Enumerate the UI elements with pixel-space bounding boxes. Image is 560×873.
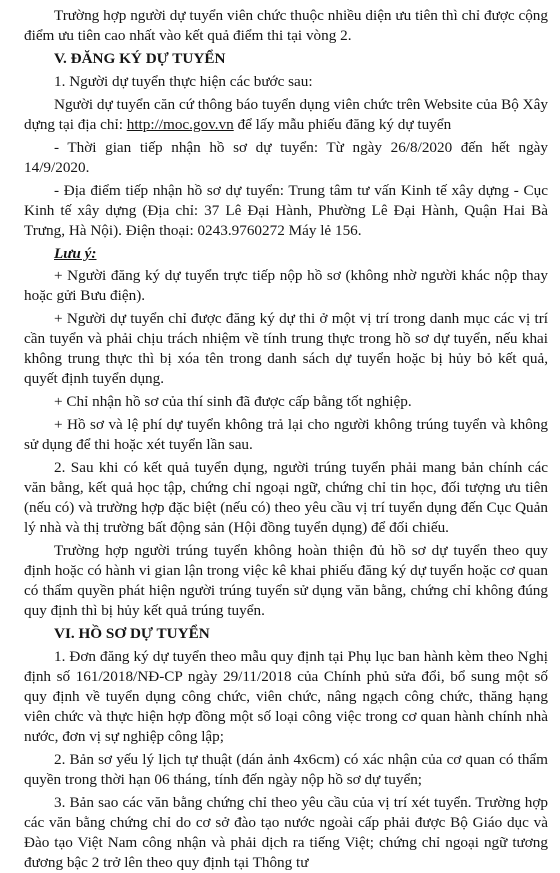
section-v-item-1: 1. Người dự tuyển thực hiện các bước sau:	[54, 73, 313, 90]
note-item-1: + Người đăng ký dự tuyển trực tiếp nộp hồ sơ (không nhờ người khác nộp thay hoặc gửi Bưu điện).	[24, 267, 548, 304]
section-vi-item-1: 1. Đơn đăng ký dự tuyển theo mẫu quy định tại Phụ lục ban hành kèm theo Nghị định số 161/2018/NĐ-CP ngày 29/11/2018 của Chính phủ sửa đổi, bổ sung một số quy định về tuyển dụng công chức, viên chức, nâng ngạch công chức, thăng hạng viên chức và thực hiện hợp đồng một số loại công việc trong cơ quan hành chính nhà nước, đơn vị sự nghiệp công lập;	[24, 648, 548, 745]
section-vi-item-3: 3. Bản sao các văn bằng chứng chỉ theo yêu cầu của vị trí xét tuyển. Trường hợp các văn bằng chứng chỉ do cơ sở đào tạo nước ngoài cấp phải được Bộ Giáo dục và Đào tạo Việt Nam công nhận và phải dịch ra tiếng Việt; chứng chỉ ngoại ngữ tương đương bậc 2 trở lên theo quy định tại Thông tư	[24, 794, 548, 871]
website-step-text-before: Người dự tuyển căn cứ thông báo tuyển dụng viên chức trên Website của Bộ Xây dựng tại địa chỉ:	[24, 96, 548, 133]
note-item-3: + Chỉ nhận hồ sơ của thí sinh đã được cấp bằng tốt nghiệp.	[54, 393, 412, 410]
note-item-4: + Hồ sơ và lệ phí dự tuyển không trả lại cho người không trúng tuyển và không sử dụng để thi hoặc xét tuyển lần sau.	[24, 416, 548, 453]
note-item-2: + Người dự tuyển chỉ được đăng ký dự thi ở một vị trí trong danh mục các vị trí cần tuyển và phải chịu trách nhiệm về tính trung thực trong hồ sơ dự tuyển, nếu khai không trung thực thì bị xóa tên trong danh sách dự tuyển hoặc bị hủy bỏ kết quả, quyết định tuyển dụng.	[24, 310, 548, 387]
intro-paragraph: Trường hợp người dự tuyển viên chức thuộc nhiều diện ưu tiên thì chỉ được cộng điểm ưu tiên cao nhất vào kết quả điểm thi tại vòng 2.	[24, 7, 548, 44]
receiving-place-paragraph: - Địa điểm tiếp nhận hồ sơ dự tuyển: Trung tâm tư vấn Kinh tế xây dựng - Cục Kinh tế xây dựng (Địa chỉ: 37 Lê Đại Hành, Phường Lê Đại Hành, Quận Hai Bà Trưng, Hà Nội). Điện thoại: 0243.9760272 Máy lẻ 156.	[24, 182, 548, 239]
receiving-time-paragraph: - Thời gian tiếp nhận hồ sơ dự tuyển: Từ ngày 26/8/2020 đến hết ngày 14/9/2020.	[24, 139, 548, 176]
section-v-item-2: 2. Sau khi có kết quả tuyển dụng, người trúng tuyển phải mang bản chính các văn bằng, kết quả học tập, chứng chỉ ngoại ngữ, chứng chỉ tin học, đối tượng ưu tiên (nếu có) và trường hợp đặc biệt (nếu có) theo yêu cầu vị trí tuyển dụng đến Cục Quản lý nhà và thị trường bất động sản (Hội đồng tuyển dụng) để đối chiếu.	[24, 459, 548, 536]
website-step-paragraph	[24, 95, 548, 135]
section-vi-item-2: 2. Bản sơ yếu lý lịch tự thuật (dán ảnh 4x6cm) có xác nhận của cơ quan có thẩm quyền trong thời hạn 06 tháng, tính đến ngày nộp hồ sơ dự tuyển;	[24, 751, 548, 788]
section-vi-heading: VI. HỒ SƠ DỰ TUYỂN	[54, 625, 210, 642]
website-step-text-after: để lấy mẫu phiếu đăng ký dự tuyển	[233, 116, 452, 133]
section-v-heading: V. ĐĂNG KÝ DỰ TUYỂN	[54, 50, 226, 67]
note-label-text: Lưu ý:	[54, 245, 97, 262]
section-v-item-2-case: Trường hợp người trúng tuyển không hoàn thiện đủ hồ sơ dự tuyển theo quy định hoặc có hành vi gian lận trong việc kê khai phiếu đăng ký dự tuyển hoặc cơ quan có thẩm quyền phát hiện người trúng tuyển sử dụng văn bằng, chứng chỉ không đúng quy định thì bị hủy kết quả trúng tuyển.	[24, 542, 548, 619]
note-label	[24, 244, 548, 264]
moc-website-link[interactable]: http://moc.gov.vn	[126, 116, 234, 133]
